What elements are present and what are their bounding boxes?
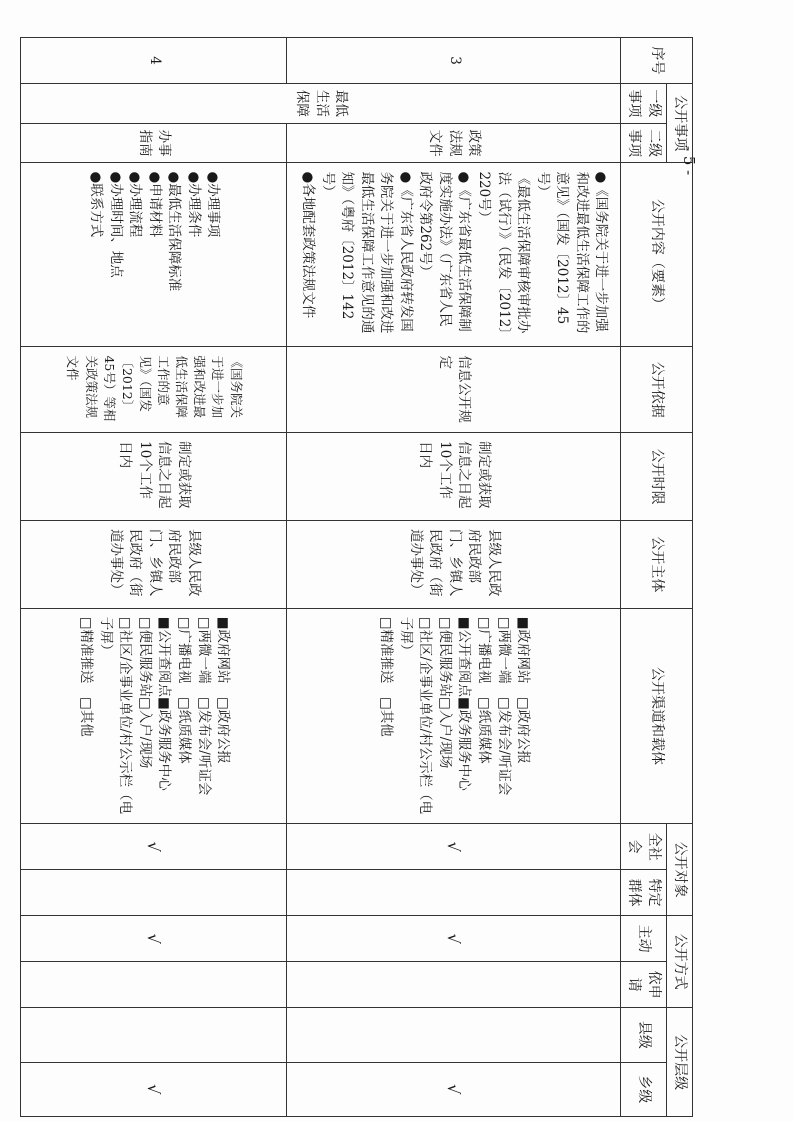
header-subject: 公开主体: [621, 520, 693, 608]
row-basis: 信息公开规定: [287, 347, 621, 433]
content-item: ●《广东省最低生活保障制度实施办法》（广东省人民政府令第262号）: [417, 171, 473, 332]
check-method-active: √: [287, 916, 621, 962]
channel-line: □两微一端 □发布会/听证会: [195, 616, 212, 796]
row-channels: [21, 608, 287, 823]
header-seq: 序号: [621, 38, 693, 84]
channel-line: ■公开查阅点■政务服务中心: [156, 616, 173, 791]
content-item: ●办理条件: [185, 171, 202, 238]
header-target-all: 全社会: [621, 824, 667, 870]
empty-target-specific: [287, 870, 621, 916]
row-content: [21, 163, 287, 347]
empty-method-request: [21, 962, 287, 1008]
header-method-active: 主动: [621, 916, 667, 962]
row-level2: 政策法规文件: [287, 123, 621, 163]
header-method-request: 依申请: [621, 962, 667, 1008]
channel-line: □两微一端 □发布会/听证会: [495, 616, 512, 796]
row-subject: 县级人民政府民政部门、乡镇人民政府（街道办事处）: [21, 520, 287, 608]
header-level2: 二级事项: [621, 123, 667, 163]
page-number: - 5 -: [680, 146, 698, 176]
channel-line: □社区/企事业单位/村公示栏（电子屏）: [97, 616, 134, 815]
channel-line: ■政府网站 □政府公报: [215, 616, 232, 764]
check-level-town: √: [21, 1062, 287, 1116]
content-item: ●联系方式: [88, 171, 104, 238]
header-level-county: 县级: [621, 1008, 667, 1062]
header-time-limit: 公开时限: [621, 433, 693, 521]
header-target-specific: 特定群体: [621, 870, 667, 916]
row-subject: 县级人民政府民政部门、乡镇人民政府（街道办事处）: [287, 520, 621, 608]
empty-target-specific: [21, 870, 287, 916]
check-target-all: √: [21, 824, 287, 870]
row-time-limit: 制定或获取信息之日起10个工作日内: [21, 433, 287, 521]
channel-line: □社区/企事业单位/村公示栏（电子屏）: [397, 616, 434, 815]
header-target: 公开对象: [667, 824, 693, 916]
row-basis: 《国务院关于进一步加强和改进最低生活保障工作的意见》（国发〔2012〕45号）等相关政策法规文件: [21, 347, 287, 433]
channel-line: □便民服务站□入户/现场: [136, 616, 153, 769]
level1-category: 最低生活保障: [21, 84, 621, 124]
channel-line: □精准推送 □其他: [78, 616, 95, 737]
channel-line: ■政府网站 □政府公报: [515, 616, 532, 764]
channel-line: □广播电视 □纸质媒体: [476, 616, 493, 764]
disclosure-table: [20, 37, 693, 1117]
row-channels: [287, 608, 621, 823]
check-level-town: √: [287, 1062, 621, 1116]
check-method-active: √: [21, 916, 287, 962]
empty-level-county: [287, 1008, 621, 1062]
row-content: [287, 163, 621, 347]
header-level1: 一级事项: [621, 84, 667, 124]
channel-line: ■公开查阅点■政务服务中心: [456, 616, 473, 791]
content-item: ●办理事项: [205, 171, 222, 238]
content-item: 《最低生活保障审核审批办法（试行）》（民发〔2012〕220号）: [476, 171, 532, 335]
content-item: ●办理流程: [127, 171, 144, 238]
header-channel: 公开渠道和载体: [621, 608, 693, 823]
content-item: ●《广东省人民政府转发国务院关于进一步加强和改进最低生活保障工作意见的通知》（粤府〔2012〕142号）: [319, 171, 414, 334]
header-level: 公开层级: [667, 1008, 693, 1117]
rotated-table-sheet: [65, 37, 693, 1117]
content-item: ●《国务院关于进一步加强和改进最低生活保障工作的意见》（国发〔2012〕45号）: [534, 171, 610, 334]
empty-level-county: [21, 1008, 287, 1062]
channel-line: □广播电视 □纸质媒体: [176, 616, 193, 764]
channel-line: □精准推送 □其他: [378, 616, 395, 737]
header-level-town: 乡级: [621, 1062, 667, 1116]
content-item: ●办理时间、地点: [107, 171, 124, 278]
empty-method-request: [287, 962, 621, 1008]
content-item: ●最低生活保障标准: [166, 171, 183, 292]
header-basis: 公开依据: [621, 347, 693, 433]
row-seq: 3: [287, 38, 621, 84]
row-seq: 4: [21, 38, 287, 84]
content-item: ●各地配套政策法规文件: [299, 171, 316, 319]
row-level2: 办事指南: [21, 123, 287, 163]
table-row: [21, 38, 287, 1117]
table-row: [287, 38, 621, 1117]
header-method: 公开方式: [667, 916, 693, 1008]
row-time-limit: 制定或获取信息之日起10个工作日内: [287, 433, 621, 521]
header-items: 公开事项: [667, 84, 693, 163]
header-content: 公开内容（要素）: [621, 163, 693, 347]
check-target-all: √: [287, 824, 621, 870]
channel-line: □便民服务站□入户/现场: [436, 616, 453, 769]
content-item: ●申请材料: [146, 171, 163, 238]
